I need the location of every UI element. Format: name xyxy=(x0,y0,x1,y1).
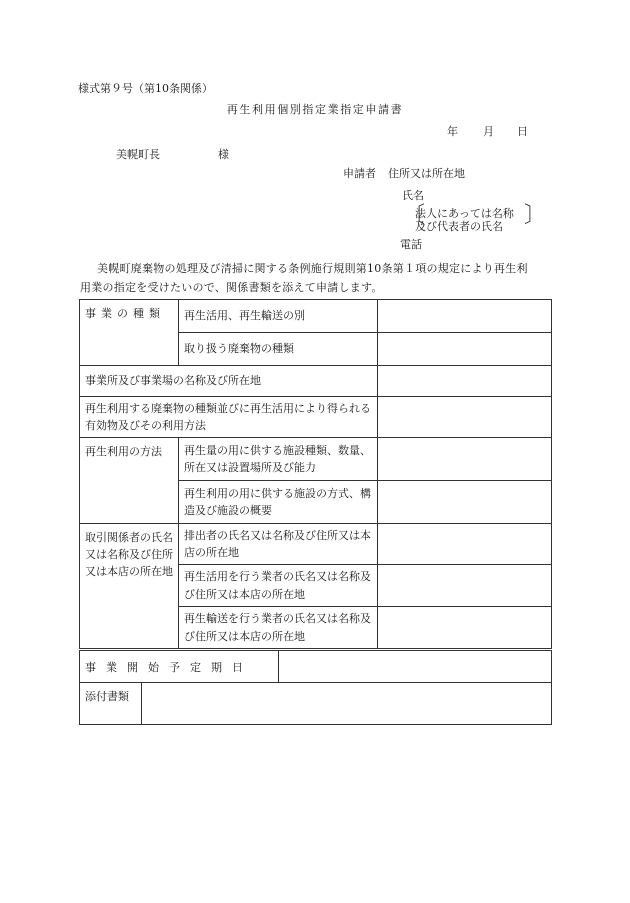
attachments-field[interactable] xyxy=(142,683,552,725)
honorific: 様 xyxy=(218,148,229,161)
date-year-label: 年 xyxy=(447,125,458,138)
date-month-label: 月 xyxy=(483,125,494,138)
bracket-left: 〔 xyxy=(403,203,426,228)
body-text-line2: 用業の指定を受けたいので、関係書類を添えて申請します。 xyxy=(80,281,383,294)
discharger-label: 排出者の氏名又は名称及び住所又は本店の所在地 xyxy=(179,524,378,565)
transporter-field[interactable] xyxy=(378,607,552,649)
name-label: 氏名 xyxy=(402,189,424,202)
bottom-table xyxy=(79,650,552,725)
recycle-waste-desc-label: 再生利用する廃棄物の種類並びに再生活用により得られる有効物及びその利用方法 xyxy=(80,397,378,438)
date-day-label: 日 xyxy=(517,125,528,138)
bracket-right: 〕 xyxy=(524,203,547,228)
recycle-kind-field[interactable] xyxy=(378,300,552,333)
body-text-line1: 美幌町廃棄物の処理及び清掃に関する条例施行規則第10条第１項の規定により再生利 xyxy=(97,262,528,275)
business-type-label: 事業の種類 xyxy=(80,300,179,366)
waste-kind-field[interactable] xyxy=(378,333,552,366)
address-label: 住所又は所在地 xyxy=(388,167,465,180)
application-table xyxy=(79,299,552,649)
corp-note-line1: 法人にあっては名称 xyxy=(415,207,514,220)
office-location-label: 事業所及び事業場の名称及び所在地 xyxy=(80,366,378,397)
waste-kind-label: 取り扱う廃棄物の種類 xyxy=(179,333,378,366)
recycler-field[interactable] xyxy=(378,565,552,607)
phone-label: 電話 xyxy=(400,238,422,251)
facility-structure-label: 再生利用の用に供する施設の方式、構造及び施設の概要 xyxy=(179,481,378,524)
form-number: 様式第９号（第10条関係） xyxy=(78,82,213,95)
start-date-label: 事業開始予定期日 xyxy=(80,651,279,683)
document-title: 再生利用個別指定業指定申請書 xyxy=(226,103,404,116)
discharger-field[interactable] xyxy=(378,524,552,565)
facility-structure-field[interactable] xyxy=(378,481,552,524)
applicant-label: 申請者 xyxy=(343,167,376,180)
attachments-label: 添付書類 xyxy=(80,683,142,725)
office-location-field[interactable] xyxy=(378,366,552,397)
recycle-method-label: 再生利用の方法 xyxy=(80,438,179,524)
start-date-field[interactable] xyxy=(279,651,552,683)
transporter-label: 再生輸送を行う業者の氏名又は名称及び住所又は本店の所在地 xyxy=(179,607,378,649)
recycle-waste-desc-field[interactable] xyxy=(378,397,552,438)
partners-label: 取引関係者の氏名又は名称及び住所又は本店の所在地 xyxy=(80,524,179,649)
facility-info-field[interactable] xyxy=(378,438,552,481)
recipient: 美幌町長 xyxy=(116,148,160,161)
corp-note-line2: 及び代表者の氏名 xyxy=(415,220,503,233)
facility-info-label: 再生量の用に供する施設種類、数量、所在又は設置場所及び能力 xyxy=(179,438,378,481)
recycle-kind-label: 再生活用、再生輸送の別 xyxy=(179,300,378,333)
recycler-label: 再生活用を行う業者の氏名又は名称及び住所又は本店の所在地 xyxy=(179,565,378,607)
